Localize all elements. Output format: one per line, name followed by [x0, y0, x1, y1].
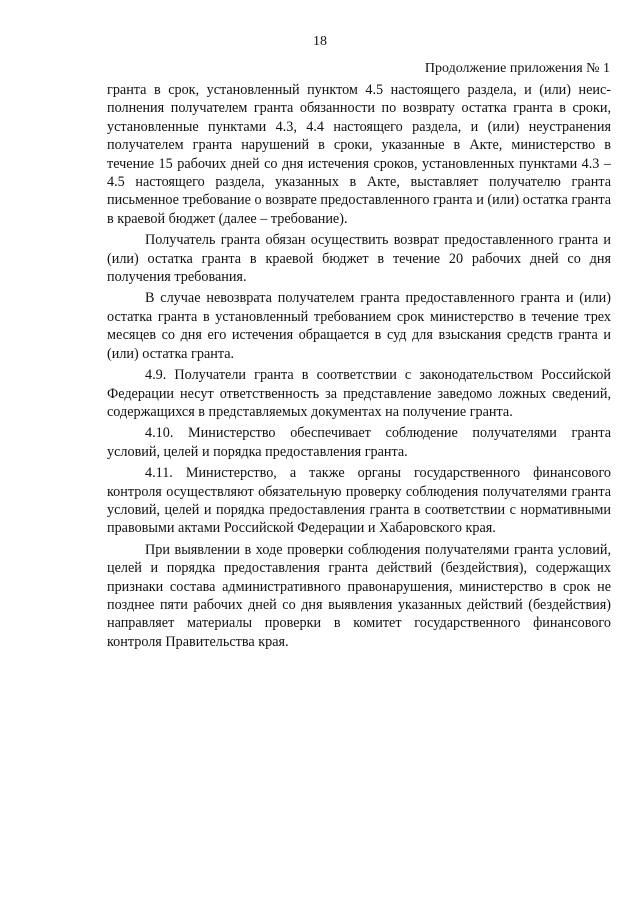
appendix-continuation-note: Продолжение приложения № 1 [424, 61, 610, 76]
paragraph-violation-referral: При выявлении в ходе проверки соблюдения получателями гранта условий, целей и порядка предоставления гранта действий (бездействия), содержащих признаки состава административного правонарушения, министерство в срок не позднее пяти рабочих дней со дня выявления указанных действий (бездействия) направляет материалы проверки в комитет государственного финансового контроля Правительства края. [107, 541, 611, 650]
paragraph-return-obligation: Получатель гранта обязан осуществить возврат предоставленного гранта и (или) остатка гранта в краевой бюджет в течение 20 рабочих дней со дня получения требования. [107, 232, 611, 286]
paragraph-4-9-responsibility: 4.9. Получатели гранта в соответствии с законодательством Российской Федерации несут ответственность за представление заведомо ложных сведений, содержащихся в представляемых документах на получение гранта. [107, 367, 611, 420]
paragraph-4-10-compliance: 4.10. Министерство обеспечивает соблюдение получателями гранта условий, целей и порядка предоставления гранта. [107, 425, 611, 460]
page-number: 18 [313, 34, 327, 49]
paragraph-grant-return-demand: гранта в срок, установленный пунктом 4.5 настоящего раздела, и (или) неисполнения получателем гранта обязанности по возврату остатка гранта в сроки, установленные пунктами 4.3, 4.4 настоящего раздела, и (или) неустранения получателем гранта нарушений в сроки, указанные в Акте, министерство в течение 15 рабочих дней со дня истечения сроков, установленных пунктами 4.3 – 4.5 настоящего раздела, указанных в Акте, выставляет получателю гранта письменное требование о возврате предоставленного гранта и (или) остатка гранта в краевой бюджет (далее – требование). [107, 82, 611, 227]
paragraph-non-return-court: В случае невозврата получателем гранта предоставленного гранта и (или) остатка гранта в установленный требованием срок министерство в течение трех месяцев со дня его истечения обращается в суд для взыскания средств гранта и (или) остатка гранта. [107, 290, 611, 362]
document-body [107, 81, 611, 654]
paragraph-4-11-inspection: 4.11. Министерство, а также органы государственного финансового контроля осуществляют обязательную проверку соблюдения получателями гранта условий, целей и порядка предоставления гранта в соответствии с нормативными правовыми актами Российской Федерации и Хабаровского края. [107, 465, 611, 537]
